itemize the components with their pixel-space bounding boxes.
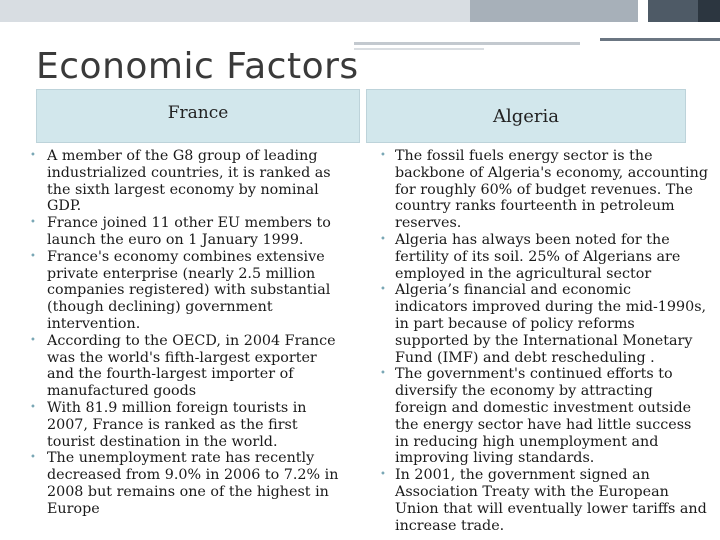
bullet-text: A member of the G8 group of leading industrialized countries, it is ranked as the sixth largest economy by nominal GDP. [47,148,331,215]
bullet-text: According to the OECD, in 2004 France was the world's fifth-largest exporter and the fourth-largest importer of manufactured goods [47,332,336,400]
bullet-item [30,215,342,249]
bullet-icon: • [30,452,36,464]
decor-segment [638,0,648,22]
bullet-text: The government's continued efforts to diversify the economy by attracting foreign and domestic investment outside the energy sector have had little success in reducing high unemployment and improving living standards. [395,366,692,467]
bullet-icon: • [380,233,386,245]
bullet-icon: • [30,150,36,161]
decor-rule [600,38,720,41]
bullet-text: Algeria has always been noted for the fertility of its soil. 25% of Algerians are employed in the agricultural sector [395,231,681,282]
bullet-icon: • [380,284,386,296]
bullet-text: With 81.9 million foreign tourists in 2007, France is ranked as the first tourist destination in the world. [47,399,307,450]
bullet-item [380,366,708,467]
bullet-item [30,400,342,450]
bullet-item [30,333,342,400]
bullet-item [380,282,708,366]
decor-segment [648,0,698,22]
bullet-icon: • [380,368,386,380]
column-header-label: France [167,103,229,123]
decor-segment [470,0,638,22]
column-header-france [36,89,360,143]
bullet-text: France's economy combines extensive private enterprise (nearly 2.5 million companies registered) with substantial (though declining) government intervention. [47,248,331,332]
decor-segment [698,0,720,22]
bullet-icon: • [30,250,36,262]
bullet-text: France joined 11 other EU members to launch the euro on 1 January 1999. [47,215,331,248]
top-decoration-bar [0,0,720,22]
decor-rule [354,48,484,50]
france-bullet-list [30,148,342,518]
bullet-icon: • [380,150,386,161]
bullet-item [30,450,342,517]
bullet-text: The unemployment rate has recently decreased from 9.0% in 2006 to 7.2% in 2008 but remains one of the highest in Europe [47,450,339,517]
bullet-icon: • [30,217,36,229]
decor-segment [0,0,470,22]
bullet-item [30,249,342,333]
column-header-label: Algeria [492,105,560,127]
bullet-text: In 2001, the government signed an Association Treaty with the European Union that will eventually lower tariffs and increase trade. [395,467,707,534]
algeria-bullet-list [380,148,708,534]
slide-title: Economic Factors [36,46,359,87]
column-header-algeria [366,89,686,143]
bullet-item [380,232,708,282]
bullet-icon: • [380,469,386,481]
bullet-text: The fossil fuels energy sector is the backbone of Algeria's economy, accounting for roughly 60% of budget revenues. The country ranks fourteenth in petroleum reserves. [395,148,708,232]
bullet-icon: • [30,334,36,346]
bullet-icon: • [30,401,36,413]
bullet-item [30,148,342,215]
decor-rule [354,42,580,45]
bullet-item [380,148,708,232]
bullet-item [380,467,708,534]
bullet-text: Algeria’s financial and economic indicators improved during the mid-1990s, in part because of policy reforms supported by the International Monetary Fund (IMF) and debt rescheduling . [395,282,707,366]
